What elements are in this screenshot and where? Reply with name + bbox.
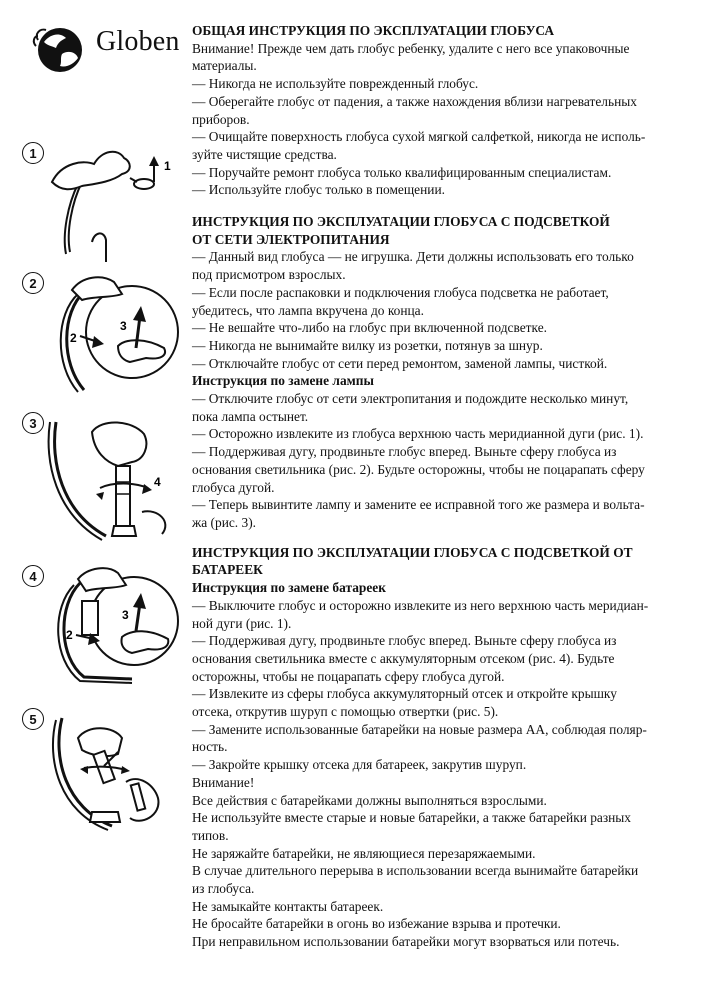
brand-logo xyxy=(30,20,180,80)
text-line: — Никогда не вынимайте вилку из розетки, потянув за шнур. xyxy=(192,337,543,353)
general-section-body xyxy=(192,40,692,199)
text-line: под присмотром взрослых. xyxy=(192,267,346,283)
figure-2-illustration xyxy=(22,272,187,402)
text-line: При неправильном использовании батарейки могут взорваться или потечь. xyxy=(192,934,620,950)
figure-label: 2 xyxy=(70,331,77,345)
text-line: — Отключите глобус от сети электропитания и подождите несколько минут, xyxy=(192,391,629,407)
text-line: приборов. xyxy=(192,111,250,127)
battery-section-title-line1: ИНСТРУКЦИЯ ПО ЭКСПЛУАТАЦИИ ГЛОБУСА С ПОДСВЕТКОЙ ОТ xyxy=(192,544,633,560)
figure-3-illustration xyxy=(22,412,187,547)
text-line: Не бросайте батарейки в огонь во избежание взрыва и протечки. xyxy=(192,916,561,932)
text-line: зуйте чистящие средства. xyxy=(192,146,337,162)
figure-number: 4 xyxy=(22,565,44,587)
lamp-subsection-title: Инструкция по замене лампы xyxy=(192,373,374,389)
figure-2 xyxy=(22,272,187,407)
text-line: — Теперь вывинтите лампу и замените ее исправной того же размера и вольта- xyxy=(192,497,645,513)
text-line: из глобуса. xyxy=(192,881,255,897)
figure-4-illustration xyxy=(22,565,187,695)
text-line: Внимание! xyxy=(192,774,255,790)
battery-section-title-line2: БАТАРЕЕК xyxy=(192,562,263,578)
text-line: — Оберегайте глобус от падения, а также нахождения вблизи нагревательных xyxy=(192,93,637,109)
figure-number: 3 xyxy=(22,412,44,434)
text-line: Внимание! Прежде чем дать глобус ребенку, удалите с него все упаковочные xyxy=(192,40,630,56)
text-line: убедитесь, что лампа вкручена до конца. xyxy=(192,302,424,318)
text-line: — Используйте глобус только в помещении. xyxy=(192,182,445,198)
text-line: — Осторожно извлеките из глобуса верхнюю часть меридианной дуги (рис. 1). xyxy=(192,426,644,442)
figure-3 xyxy=(22,412,187,547)
text-line: — Поддерживая дугу, продвиньте глобус вперед. Выньте сферу глобуса из xyxy=(192,633,617,649)
text-line: — Отключайте глобус от сети перед ремонтом, заменой лампы, чисткой. xyxy=(192,355,608,371)
figure-number: 2 xyxy=(22,272,44,294)
text-line: — Очищайте поверхность глобуса сухой мягкой салфеткой, никогда не исполь- xyxy=(192,129,646,145)
figure-1-illustration xyxy=(22,142,187,262)
text-line: типов. xyxy=(192,827,229,843)
text-line: — Поддерживая дугу, продвиньте глобус вперед. Выньте сферу глобуса из xyxy=(192,444,617,460)
figure-label: 4 xyxy=(154,475,161,489)
text-line: Не используйте вместе старые и новые батарейки, а также батарейки разных xyxy=(192,810,632,826)
text-line: — Выключите глобус и осторожно извлеките из него верхнюю часть меридиан- xyxy=(192,597,649,613)
text-line: — Поручайте ремонт глобуса только квалифицированным специалистам. xyxy=(192,164,612,180)
battery-subsection-title: Инструкция по замене батареек xyxy=(192,580,386,596)
battery-section-body xyxy=(192,597,692,951)
figure-number: 5 xyxy=(22,708,44,730)
text-line: — Если после распаковки и подключения глобуса подсветка не работает, xyxy=(192,284,609,300)
text-line: Не замыкайте контакты батареек. xyxy=(192,898,384,914)
text-line: Не заряжайте батарейки, не являющиеся перезаряжаемыми. xyxy=(192,845,536,861)
mains-section-title-line2: ОТ СЕТИ ЭЛЕКТРОПИТАНИЯ xyxy=(192,231,390,247)
general-section-title: ОБЩАЯ ИНСТРУКЦИЯ ПО ЭКСПЛУАТАЦИИ ГЛОБУСА xyxy=(192,23,555,38)
lamp-subsection-body xyxy=(192,390,692,532)
mains-section-body xyxy=(192,248,692,372)
text-line: глобуса дугой. xyxy=(192,479,275,495)
figure-4 xyxy=(22,565,187,700)
text-line: — Замените использованные батарейки на новые размера АА, соблюдая поляр- xyxy=(192,721,647,737)
mains-section-title-line1: ИНСТРУКЦИЯ ПО ЭКСПЛУАТАЦИИ ГЛОБУСА С ПОДСВЕТКОЙ xyxy=(192,214,610,230)
instruction-text xyxy=(192,22,692,951)
text-line: — Извлеките из сферы глобуса аккумуляторный отсек и откройте крышку xyxy=(192,686,617,702)
text-line: Все действия с батарейками должны выполняться взрослыми. xyxy=(192,792,547,808)
text-line: ной дуги (рис. 1). xyxy=(192,615,292,631)
text-line: основания светильника (рис. 2). Будьте осторожны, чтобы не поцарапать сферу xyxy=(192,461,645,477)
text-line: основания светильника вместе с аккумуляторным отсеком (рис. 4). Будьте xyxy=(192,650,615,666)
figure-label: 3 xyxy=(120,319,127,333)
text-line: — Данный вид глобуса — не игрушка. Дети должны использовать его только xyxy=(192,249,634,265)
figure-5-illustration xyxy=(22,708,187,838)
text-line: — Не вешайте что-либо на глобус при включенной подсветке. xyxy=(192,320,547,336)
figure-number: 1 xyxy=(22,142,44,164)
text-line: жа (рис. 3). xyxy=(192,514,257,530)
globe-logo-icon xyxy=(30,20,90,80)
figure-label: 3 xyxy=(122,608,129,622)
figure-label: 2 xyxy=(66,628,73,642)
text-line: — Закройте крышку отсека для батареек, закрутив шуруп. xyxy=(192,757,527,773)
text-line: ность. xyxy=(192,739,228,755)
text-line: В случае длительного перерыва в использовании всегда вынимайте батарейки xyxy=(192,863,639,879)
figure-1 xyxy=(22,142,187,277)
figure-5 xyxy=(22,708,187,843)
figure-label: 1 xyxy=(164,159,171,173)
text-line: материалы. xyxy=(192,58,257,74)
text-line: отсека, открутив шуруп с помощью отвертки (рис. 5). xyxy=(192,704,499,720)
text-line: — Никогда не используйте поврежденный глобус. xyxy=(192,76,479,92)
brand-name: Globen xyxy=(96,26,180,57)
text-line: пока лампа остынет. xyxy=(192,408,309,424)
text-line: осторожны, чтобы не поцарапать сферу глобуса дугой. xyxy=(192,668,505,684)
